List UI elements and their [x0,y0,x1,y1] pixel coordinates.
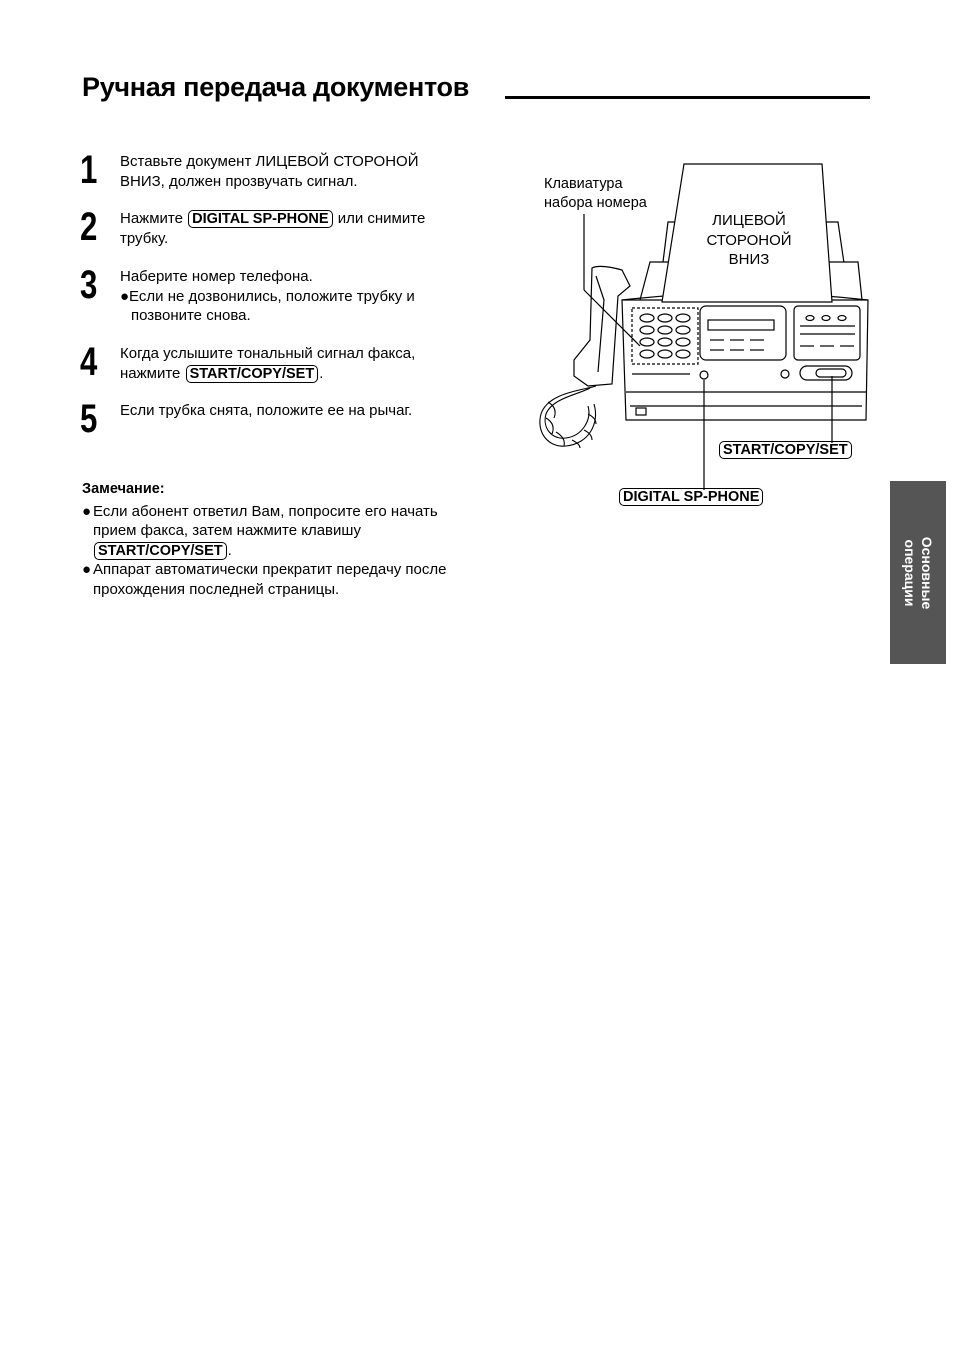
step-text [120,344,500,383]
bullet: ● [82,502,92,520]
section-tab [890,481,946,664]
keypad-label-line: набора номера [544,195,647,211]
start-copy-set-key: START/COPY/SET [94,542,227,560]
keypad-label [544,175,647,213]
step-text [120,401,500,421]
step-text [120,209,500,248]
step-number: 5 [80,397,98,441]
step-line: Наберите номер телефона. [120,268,313,285]
digital-sp-phone-key: DIGITAL SP-PHONE [188,210,332,228]
paper-label-line: ВНИЗ [728,251,770,268]
note-item [82,560,502,599]
step-line: ВНИЗ, должен прозвучать сигнал. [120,172,358,190]
note-line: прохождения последней страницы. [93,580,340,598]
step-line: Вставьте документ ЛИЦЕВОЙ СТОРОНОЙ [120,153,419,170]
step-text-before: Нажмите [120,210,183,227]
step-number: 3 [80,263,98,307]
step-text-after: . [319,364,324,382]
section-tab-line: Основные [919,536,935,610]
paper-label-line: СТОРОНОЙ [706,231,792,249]
step-line: трубку. [120,229,169,247]
step-line: позвоните снова. [131,307,251,324]
step-number: 4 [80,340,98,384]
note-heading: Замечание: [82,481,165,497]
step-bullet: ●Если не дозвонились, положите трубку и [120,287,415,305]
step-number: 2 [80,205,98,249]
step-line: Когда услышите тональный сигнал факса, [120,345,416,362]
keypad-label-line: Клавиатура [544,176,623,192]
section-tab-line: операции [902,539,918,607]
start-copy-set-key: START/COPY/SET [186,365,319,383]
digital-sp-phone-callout: DIGITAL SP-PHONE [619,488,763,506]
step-number: 1 [80,148,98,192]
note-section [82,480,502,599]
page-title: Ручная передача документов [82,72,470,102]
section-tab-label [901,537,935,610]
note-line-end: . [227,541,232,559]
bullet: ● [82,561,92,578]
step-text-after: или снимите [337,210,426,227]
note-line: Аппарат автоматически прекратит передачу после [93,561,447,578]
step-text [120,152,500,191]
paper-label-line: ЛИЦЕВОЙ [712,212,786,229]
paper-label [692,211,806,270]
title-rule [505,96,870,99]
step-text [120,267,500,326]
start-copy-set-callout: START/COPY/SET [719,441,852,459]
note-line: прием факса, затем нажмите клавишу [93,522,361,539]
step-text-before: нажмите [120,364,181,382]
note-line: Если абонент ответил Вам, попросите его начать [93,502,438,520]
note-item [82,502,502,561]
step-line: Если трубка снята, положите ее на рычаг. [120,402,413,419]
